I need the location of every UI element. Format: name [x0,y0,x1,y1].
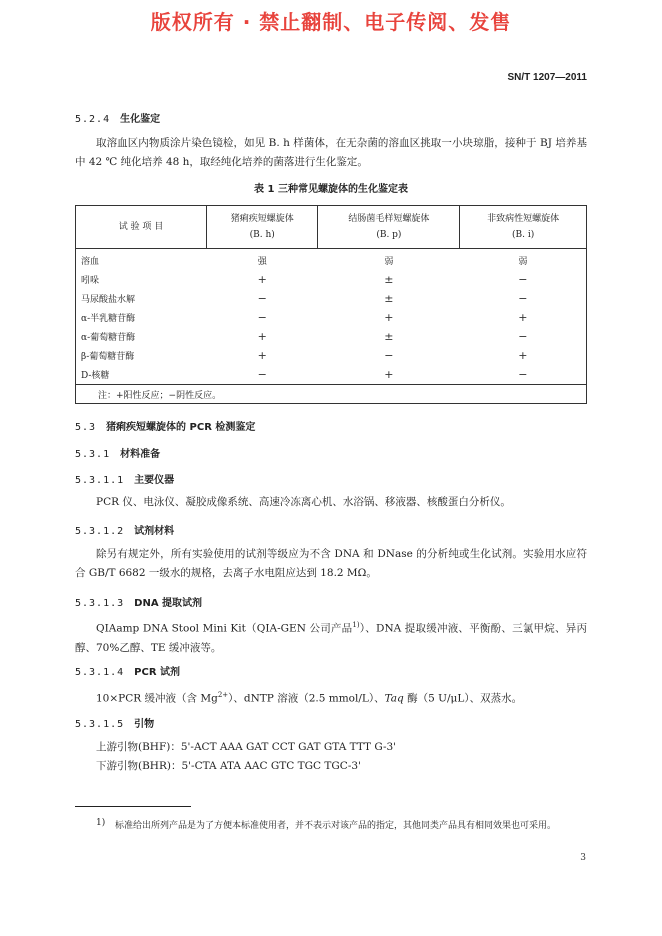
header-bi: 非致病性短螺旋体 (B. i) [460,206,587,249]
table-cell: 马尿酸盐水解 [76,289,207,308]
page-number: 3 [580,853,586,863]
table-cell: + [460,346,587,365]
section-title: 材料准备 [120,449,161,460]
section-heading-5-3-1-2 [75,522,174,537]
table-cell: D-核糖 [76,365,207,385]
table-cell: + [384,311,394,324]
section-heading-5-3-1-5 [75,715,154,730]
table-cell: + [257,330,267,343]
section-heading-5-2-4 [75,110,160,125]
table-cell: α-葡萄糖苷酶 [76,327,207,346]
copyright-watermark: 版权所有 · 禁止翻制、电子传阅、发售 [150,10,512,34]
section-title: 引物 [134,719,155,730]
section-title: DNA 提取试剂 [134,598,203,609]
table-cell: + [460,308,587,327]
section-number: 5.3.1.1 [75,475,125,486]
header-test-item: 试 验 项 目 [76,206,207,249]
section-number: 5.3 [75,422,97,433]
table-note: 注：+阳性反应；−阴性反应。 [76,385,587,404]
footnote-mark: 1) [96,818,106,828]
section-heading-5-3-1-1 [75,471,174,486]
table-cell: ± [384,330,394,343]
section-heading-5-3-1 [75,445,160,460]
table-cell: 溶血 [76,249,207,271]
paragraph-5-3-1-4: 10×PCR 缓冲液（含 $Mg^{2+}$）、dNTP 溶液（2.5 mmol/L）、Taq 酶（5 U/μL）、双蒸水。 [96,691,523,705]
standard-code: SN/T 1207—2011 [507,72,587,83]
section-heading-5-3-1-3 [75,594,202,609]
table-cell: − [257,292,267,305]
section-title: PCR 试剂 [134,667,181,678]
section-number: 5.3.1.4 [75,667,125,678]
footnote-reference: 1) [352,621,360,629]
header-bh: 猪痢疾短螺旋体 (B. h) [207,206,318,249]
table-cell: − [384,349,394,362]
paragraph-5-3-1-1: PCR 仪、电泳仪、凝胶成像系统、高速冷冻离心机、水浴锅、移液器、核酸蛋白分析仪。 [96,496,511,508]
footnote-text: 标准给出所列产品是为了方便本标准使用者，并不表示对该产品的指定，其他同类产品具有相同效果也可采用。 [115,821,557,831]
table-cell: + [384,368,394,381]
table-row [76,365,587,385]
primer-forward: 上游引物(BHF)：5'-ACT AAA GAT CCT GAT GTA TTT G-3' [96,741,397,753]
section-title: 猪痢疾短螺旋体的 PCR 检测鉴定 [106,422,256,433]
table-cell: − [460,365,587,385]
paragraph-5-3-1-3: QIAamp DNA Stool Mini Kit（QIA-GEN 公司产品$^{1)}$）、DNA 提取缓冲液、平衡酚、三氯甲烷、异丙醇、70%乙醇、TE 缓冲液等。 [75,621,587,654]
table-cell: 弱 [384,257,394,267]
table-note-row [76,385,587,404]
section-number: 5.3.1.3 [75,598,125,609]
primer-reverse: 下游引物(BHR)：5'-CTA ATA AAC GTC TGC TGC-3' [96,760,361,772]
table-cell: + [257,273,267,286]
header-bp: 结肠菌毛样短螺旋体 (B. p) [318,206,460,249]
section-heading-5-3 [75,418,255,433]
table-row [76,270,587,289]
section-heading-5-3-1-4 [75,663,180,678]
section-number: 5.3.1.2 [75,526,125,537]
table-cell: − [257,311,267,324]
section-title: 试剂材料 [134,526,175,537]
table-cell: β-葡萄糖苷酶 [76,346,207,365]
table-row [76,289,587,308]
paragraph-5-3-1-2: 除另有规定外，所有实验使用的试剂等级应为不含 DNA 和 DNase 的分析纯或生化试剂。实验用水应符合 GB/T 6682 一级水的规格，去离子水电阻应达到 18.2 MΩ。 [75,548,587,579]
table-caption: 表 1 三种常见螺旋体的生化鉴定表 [254,184,408,195]
table-row [76,249,587,271]
section-number: 5.3.1 [75,449,111,460]
paragraph-5-2-4: 取溶血区内物质涂片染色镜检，如见 B. h 样菌体，在无杂菌的溶血区挑取一小块琼脂，接种于 BJ 培养基中 42 ℃ 纯化培养 48 h，取经纯化培养的菌落进行生化鉴定。 [75,137,587,168]
table-cell: + [257,349,267,362]
table-cell: 强 [257,257,267,267]
table-row [76,327,587,346]
section-title: 主要仪器 [134,475,175,486]
section-number: 5.3.1.5 [75,719,125,730]
table-cell: − [460,270,587,289]
section-title: 生化鉴定 [120,114,161,125]
table-cell: α-半乳糖苷酶 [76,308,207,327]
table-cell: − [257,368,267,381]
footnote-divider [75,806,191,807]
table-cell: − [460,327,587,346]
table-cell: 弱 [460,249,587,271]
table-header-row [76,206,587,249]
table-cell: − [460,289,587,308]
table-row [76,308,587,327]
table-cell: 吲哚 [76,270,207,289]
biochemical-table [75,205,587,404]
table-cell: ± [384,292,394,305]
table-row [76,346,587,365]
table-cell: ± [384,273,394,286]
section-number: 5.2.4 [75,114,111,125]
